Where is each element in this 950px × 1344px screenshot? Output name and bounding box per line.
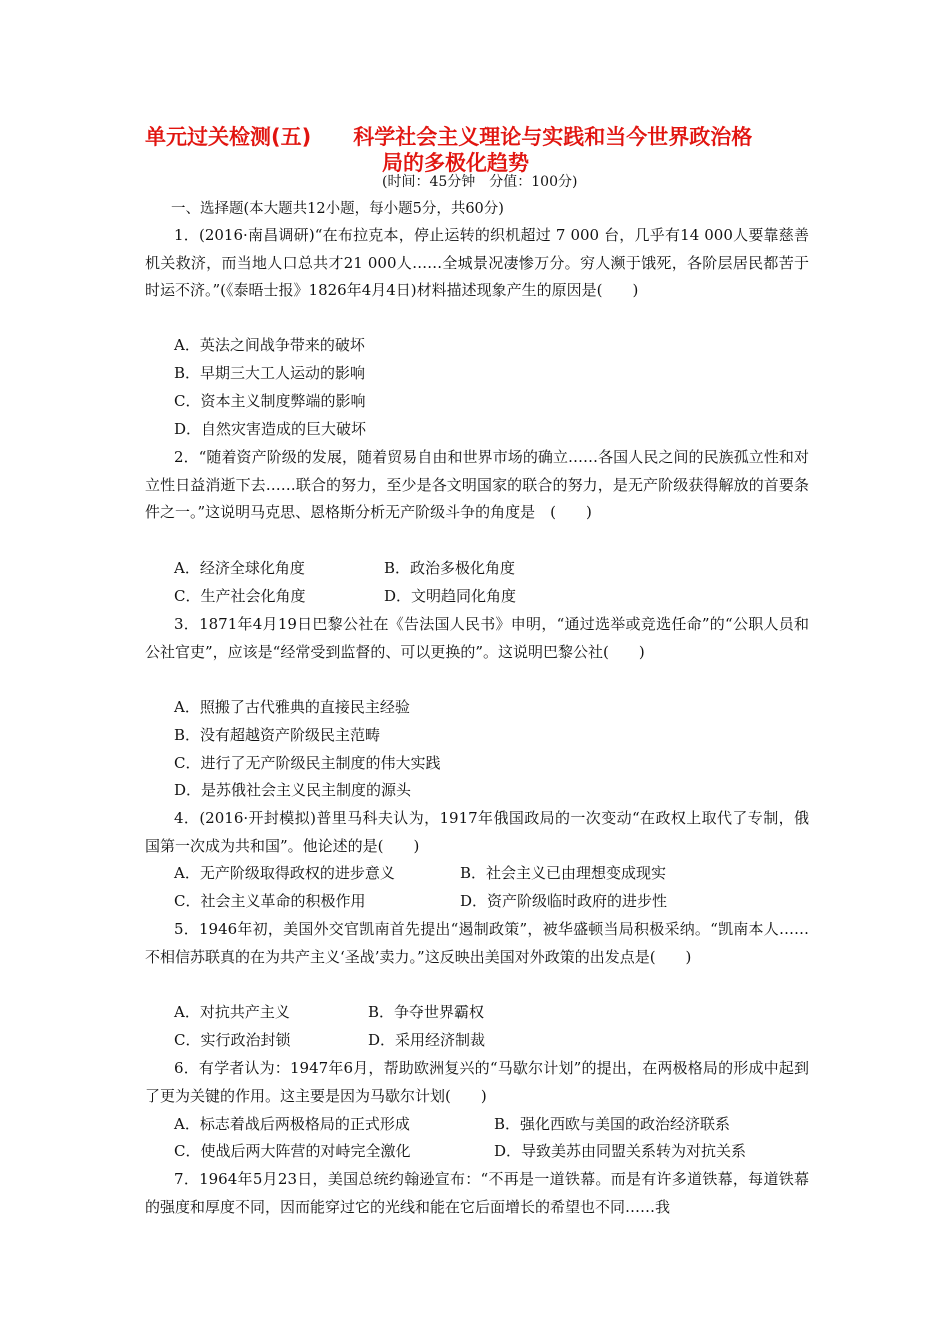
question-3-option-c: C．进行了无产阶级民主制度的伟大实践 — [174, 754, 441, 772]
question-3-option-b: B．没有超越资产阶级民主范畴 — [174, 726, 381, 744]
question-6-option-d: D．导致美苏由同盟关系转为对抗关系 — [494, 1142, 747, 1160]
question-2-stem: 2．“随着资产阶级的发展，随着贸易自由和世界市场的确立……各国人民之间的民族孤立性和对立性日益消逝下去……联合的努力，至少是各文明国家的联合的努力，是无产阶级获得解放的首要条件之一。”这说明马克思、恩格斯分析无产阶级斗争的角度是 ( ) — [145, 448, 809, 521]
question-3-option-d: D．是苏俄社会主义民主制度的源头 — [174, 781, 412, 799]
document-title — [145, 124, 825, 176]
question-6-option-a: A．标志着战后两极格局的正式形成 — [174, 1115, 410, 1133]
question-4-option-d: D．资产阶级临时政府的进步性 — [460, 892, 668, 910]
question-1-option-c: C．资本主义制度弊端的影响 — [174, 392, 366, 410]
question-4-option-b: B．社会主义已由理想变成现实 — [460, 864, 667, 882]
question-4-option-c: C．社会主义革命的积极作用 — [174, 892, 366, 910]
question-5-option-b: B．争夺世界霸权 — [368, 1003, 485, 1021]
question-1-stem: 1．(2016·南昌调研)“在布拉克本，停止运转的织机超过 7 000 台，几乎有14 000人要靠慈善机关救济，而当地人口总共才21 000人……全城景况凄惨万分。穷人濒于饿死，各阶层居民都苦于时运不济。”(《泰晤士报》1826年4月4日)材料描述现象产生的原因是( ) — [145, 226, 809, 299]
question-3-stem: 3．1871年4月19日巴黎公社在《告法国人民书》申明，“通过选举或竞选任命”的“公职人员和公社官吏”，应该是“经常受到监督的、可以更换的”。这说明巴黎公社( ) — [145, 615, 809, 661]
question-6-option-c: C．使战后两大阵营的对峙完全激化 — [174, 1142, 411, 1160]
question-2-option-d: D．文明趋同化角度 — [384, 587, 517, 605]
question-1-option-b: B．早期三大工人运动的影响 — [174, 364, 366, 382]
question-6-stem: 6．有学者认为：1947年6月，帮助欧洲复兴的“马歇尔计划”的提出，在两极格局的形成中起到了更为关键的作用。这主要是因为马歇尔计划( ) — [145, 1059, 809, 1105]
section-heading: 一、选择题(本大题共12小题，每小题5分，共60分) — [171, 201, 504, 217]
question-6-option-b: B．强化西欧与美国的政治经济联系 — [494, 1115, 731, 1133]
question-4-stem: 4．(2016·开封模拟)普里马科夫认为，1917年俄国政局的一次变动“在政权上取代了专制，俄国第一次成为共和国”。他论述的是( ) — [145, 809, 809, 855]
question-5-stem: 5．1946年初，美国外交官凯南首先提出“遏制政策”，被华盛顿当局积极采纳。“凯南本人……不相信苏联真的在为共产主义‘圣战’卖力。”这反映出美国对外政策的出发点是( ) — [145, 920, 809, 966]
title-line-2: 局的多极化趋势 — [382, 151, 529, 175]
question-5-option-c: C．实行政治封锁 — [174, 1031, 291, 1049]
question-5-option-d: D．采用经济制裁 — [368, 1031, 486, 1049]
question-7-stem: 7．1964年5月23日，美国总统约翰逊宣布：“不再是一道铁幕。而是有许多道铁幕，每道铁幕的强度和厚度不同，因而能穿过它的光线和能在它后面增长的希望也不同……我 — [145, 1170, 809, 1216]
question-2-option-b: B．政治多极化角度 — [384, 559, 516, 577]
exam-meta: (时间：45分钟 分值：100分) — [382, 174, 578, 190]
question-1-option-d: D．自然灾害造成的巨大破坏 — [174, 420, 367, 438]
question-5-option-a: A．对抗共产主义 — [174, 1003, 290, 1021]
question-2-option-c: C．生产社会化角度 — [174, 587, 306, 605]
question-3-option-a: A．照搬了古代雅典的直接民主经验 — [174, 698, 410, 716]
question-1-option-a: A．英法之间战争带来的破坏 — [174, 336, 365, 354]
question-4-option-a: A．无产阶级取得政权的进步意义 — [174, 864, 395, 882]
title-line-1: 单元过关检测(五) 科学社会主义理论与实践和当今世界政治格 — [145, 125, 753, 149]
question-2-option-a: A．经济全球化角度 — [174, 559, 305, 577]
